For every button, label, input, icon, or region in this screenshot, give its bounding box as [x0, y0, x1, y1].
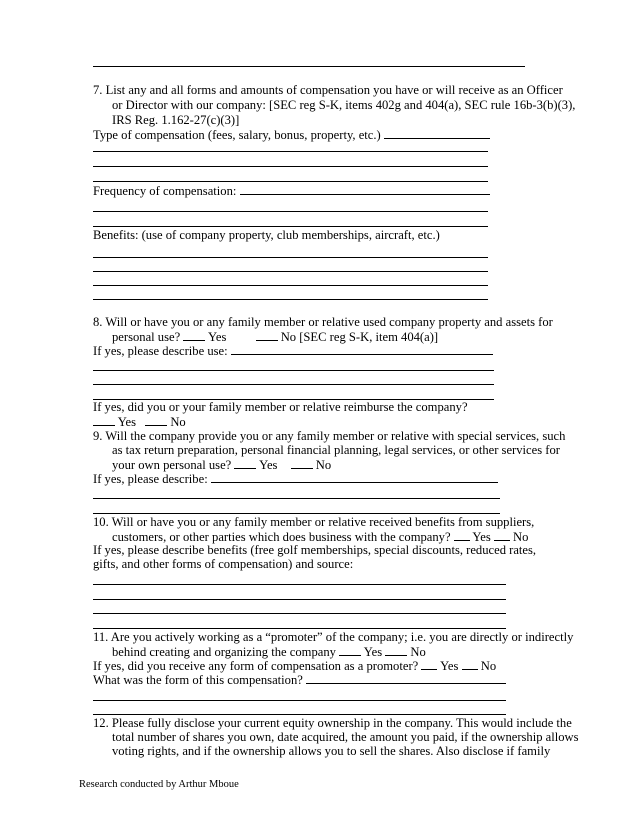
q8-yes-field[interactable] [183, 329, 205, 341]
q8-reimburse-label: If yes, did you or your family member or relative reimburse the company? [93, 400, 468, 414]
q10-yes-field[interactable] [454, 529, 470, 541]
answer-line[interactable] [93, 584, 506, 585]
q10-no-label: No [513, 530, 529, 544]
q11-yes-field[interactable] [339, 644, 361, 656]
q8-reimburse-yes-label: Yes [117, 415, 137, 429]
answer-line[interactable] [93, 700, 506, 701]
q9-yes-field[interactable] [234, 457, 256, 469]
q8-line1: 8. Will or have you or any family member or relative used company property and assets for [93, 315, 553, 329]
q8-reimburse-yes-field[interactable] [93, 414, 115, 426]
answer-line[interactable] [93, 370, 494, 371]
q12-line3: voting rights, and if the ownership allows you to sell the shares. Also disclose if family [112, 744, 551, 758]
q11-no-label: No [410, 645, 426, 659]
q8-describe-text: If yes, please describe use: [93, 344, 228, 358]
q8-reimburse-no-field[interactable] [145, 414, 167, 426]
q9-line1: 9. Will the company provide you or any family member or relative with special services, such [93, 429, 566, 443]
q10-yes-label: Yes [472, 530, 491, 544]
q9-yes-label: Yes [259, 458, 278, 472]
q10-business-label: customers, or other parties which does business with the company? [112, 530, 451, 544]
page-footer: Research conducted by Arthur Mboue [79, 779, 239, 790]
q10-line4: gifts, and other forms of compensation) and source: [93, 557, 354, 571]
answer-line[interactable] [93, 613, 506, 614]
q11-comp-yes-label: Yes [440, 659, 459, 673]
q11-comp-no-label: No [480, 659, 497, 673]
answer-line[interactable] [93, 513, 500, 514]
q9-describe-text: If yes, please describe: [93, 472, 208, 486]
q11-line1: 11. Are you actively working as a “promoter” of the company; i.e. you are directly or indirectly [93, 630, 574, 644]
q11-organizing-label: behind creating and organizing the company [112, 645, 336, 659]
q7-frequency-field[interactable] [240, 183, 490, 195]
q11-line4 [93, 672, 506, 688]
answer-line[interactable] [93, 166, 488, 167]
q8-reimburse-no-label: No [170, 415, 186, 429]
answer-line [93, 66, 525, 67]
answer-line[interactable] [93, 181, 488, 182]
q11-yes-label: Yes [363, 645, 383, 659]
q7-line1: 7. List any and all forms and amounts of compensation you have or will receive as an Officer [93, 83, 563, 97]
q9-describe-label [93, 471, 498, 487]
q10-line1: 10. Will or have you or any family member or relative received benefits from suppliers, [93, 515, 535, 529]
answer-line[interactable] [93, 384, 494, 385]
q10-line3: If yes, please describe benefits (free golf memberships, special discounts, reduced rates, [93, 543, 537, 557]
q11-no-field[interactable] [385, 644, 407, 656]
q11-comp-no-field[interactable] [462, 658, 478, 670]
answer-line[interactable] [93, 285, 488, 286]
q9-personal-use-label: your own personal use? [112, 458, 232, 472]
answer-line[interactable] [93, 257, 488, 258]
answer-line[interactable] [93, 714, 506, 715]
q7-type-field[interactable] [384, 127, 490, 139]
q8-personal-use-label: personal use? [112, 330, 181, 344]
q8-no-label: No [SEC reg S-K, item 404(a)] [280, 330, 439, 344]
q11-promoter-comp-label: If yes, did you receive any form of compensation as a promoter? [93, 659, 419, 673]
q9-no-field[interactable] [291, 457, 313, 469]
q11-form-label: What was the form of this compensation? [93, 673, 303, 687]
q8-no-field[interactable] [256, 329, 278, 341]
q7-line2: or Director with our company: [SEC reg S-K, items 402g and 404(a), SEC rule 16b-3(b)(3), [112, 98, 576, 112]
answer-line[interactable] [93, 211, 488, 212]
q7-line3: IRS Reg. 1.162-27(c)(3)] [112, 113, 240, 127]
q11-form-field[interactable] [306, 672, 506, 684]
answer-line[interactable] [93, 271, 488, 272]
answer-line[interactable] [93, 226, 488, 227]
q8-yes-label: Yes [208, 330, 227, 344]
q11-comp-yes-field[interactable] [421, 658, 437, 670]
q12-line1: 12. Please fully disclose your current equity ownership in the company. This would include the [93, 716, 572, 730]
q12-line2: total number of shares you own, date acquired, the amount you paid, if the ownership allows [112, 730, 579, 744]
answer-line[interactable] [93, 151, 488, 152]
answer-line[interactable] [93, 599, 506, 600]
q7-type-label [93, 127, 490, 143]
answer-line[interactable] [93, 299, 488, 300]
q9-describe-field[interactable] [211, 471, 498, 483]
answer-line[interactable] [93, 628, 506, 629]
q7-frequency-text: Frequency of compensation: [93, 184, 237, 198]
q8-describe-field[interactable] [231, 343, 493, 355]
q7-type-text: Type of compensation (fees, salary, bonus, property, etc.) [93, 128, 381, 142]
q7-benefits-label: Benefits: (use of company property, club memberships, aircraft, etc.) [93, 228, 440, 242]
q9-no-label: No [315, 458, 332, 472]
answer-line[interactable] [93, 498, 500, 499]
q8-reimburse-options [93, 414, 186, 430]
q9-line2: as tax return preparation, personal financial planning, legal services, or other services for [112, 443, 560, 457]
q7-frequency-label [93, 183, 490, 199]
q10-no-field[interactable] [494, 529, 510, 541]
q8-describe-label [93, 343, 493, 359]
